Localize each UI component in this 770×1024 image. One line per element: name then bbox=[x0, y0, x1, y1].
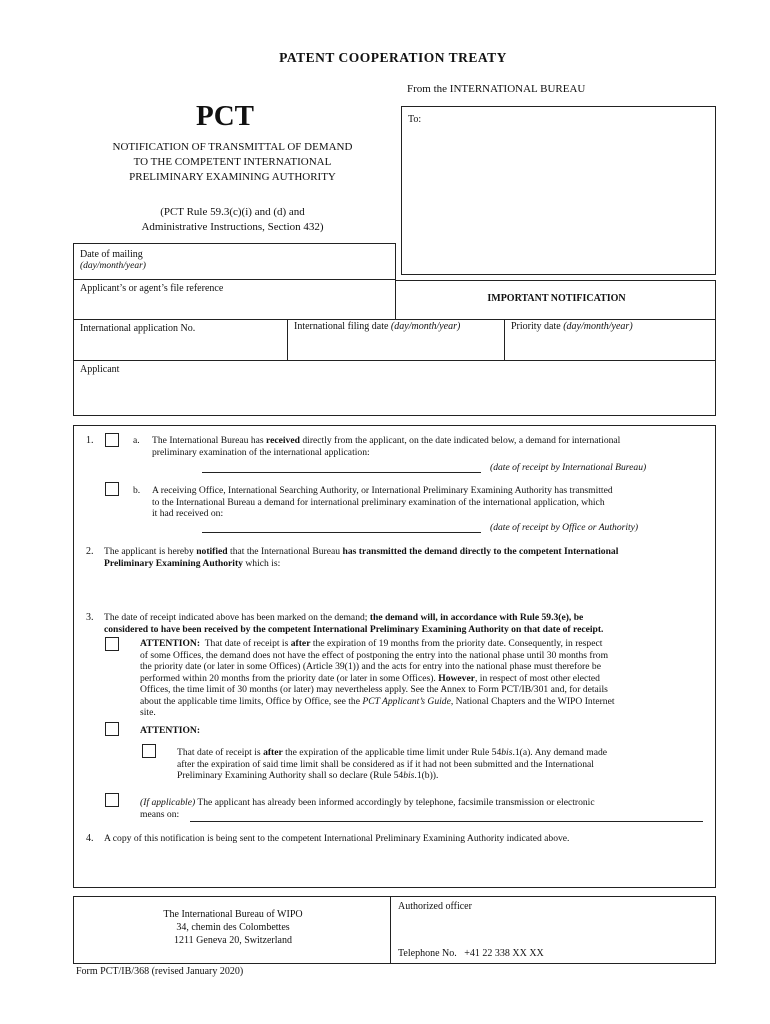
item-2-part: that the International Bureau bbox=[230, 546, 341, 557]
priority-date-format: (day/month/year) bbox=[563, 321, 633, 332]
item-1a-part: directly from the applicant, on the date indicated below, a demand for international bbox=[302, 435, 621, 446]
item-3-number: 3. bbox=[86, 612, 94, 623]
item-4-text: A copy of this notification is being sent to the competent International Preliminary Examining Authority indicated above. bbox=[104, 833, 570, 844]
item-1b-date-text: (date of receipt by Office or Authority) bbox=[490, 522, 639, 533]
to-label: To: bbox=[408, 114, 422, 125]
item-1a-date-text: (date of receipt by International Bureau) bbox=[490, 462, 647, 473]
application-number-box[interactable] bbox=[73, 319, 288, 361]
important-notification-box bbox=[395, 280, 716, 320]
item-2-bold: notified bbox=[196, 546, 228, 557]
item-1b-letter: b. bbox=[133, 485, 141, 496]
item-1a-bold: received bbox=[266, 435, 300, 446]
item-1a-date-line[interactable] bbox=[202, 472, 481, 473]
attention-2-part: Preliminary Examining Authority shall so declare (Rule 54 bbox=[177, 770, 404, 781]
item-2-part: which is: bbox=[245, 557, 281, 569]
rule-reference bbox=[60, 205, 405, 235]
priority-date-text: Priority date bbox=[511, 321, 561, 332]
filing-date-format: (day/month/year) bbox=[390, 321, 461, 332]
wipo-address-line: 1211 Geneva 20, Switzerland bbox=[174, 935, 292, 946]
from-line: From the INTERNATIONAL BUREAU bbox=[407, 83, 586, 95]
attention-line: Offices, the time limit of 30 months (or later) may nevertheless apply. See the Annex to Form PCT/IB/301 and, for details bbox=[140, 684, 608, 695]
attention-part: , National Chapters and the WIPO Internet bbox=[450, 695, 615, 707]
addressee-box[interactable] bbox=[401, 106, 716, 275]
telephone-number: +41 22 338 XX XX bbox=[464, 948, 544, 959]
file-reference-box[interactable] bbox=[73, 279, 396, 320]
attention-2-part: .1(a). Any demand made bbox=[512, 747, 608, 758]
treaty-title: PATENT COOPERATION TREATY bbox=[279, 50, 507, 65]
if-applicable-line: means on: bbox=[140, 808, 180, 820]
attention-2-italic: bis bbox=[501, 747, 513, 758]
attention-part: performed within 20 months from the priority date (or later in some Offices). bbox=[140, 672, 436, 684]
attention-line: of some Offices, the demand does not have the effect of postponing the entry into the national phase until 30 months from bbox=[140, 649, 609, 661]
notification-body-box bbox=[73, 425, 716, 888]
item-2-bold: has transmitted the demand directly to the competent International bbox=[342, 546, 619, 557]
telephone-line bbox=[398, 948, 544, 959]
wipo-address-line: The International Bureau of WIPO bbox=[163, 909, 303, 920]
priority-date-label bbox=[511, 321, 633, 332]
item-1a-text bbox=[152, 435, 704, 458]
wipo-address-box bbox=[73, 896, 391, 964]
attention-2-bold: after bbox=[263, 747, 283, 758]
item-4-number: 4. bbox=[86, 833, 94, 844]
item-1a-date-caption bbox=[490, 462, 646, 473]
item-1-number: 1. bbox=[86, 435, 94, 446]
attention-time-limit-text bbox=[177, 747, 703, 782]
notice-title-line: TO THE COMPETENT INTERNATIONAL bbox=[133, 156, 332, 168]
notice-title-line: NOTIFICATION OF TRANSMITTAL OF DEMAND bbox=[112, 141, 353, 153]
item-1b-date-line[interactable] bbox=[202, 532, 481, 533]
filing-date-text: International filing date bbox=[294, 321, 389, 332]
applicant-label: Applicant bbox=[80, 364, 120, 375]
if-applicable-part: The applicant has already been informed accordingly by telephone, facsimile transmission or electronic bbox=[197, 797, 595, 808]
item-1a-checkbox[interactable] bbox=[105, 433, 119, 447]
item-3-bold: the demand will, in accordance with Rule 59.3(e), be bbox=[369, 612, 584, 623]
authorized-officer-label: Authorized officer bbox=[398, 901, 472, 912]
item-1a-line: preliminary examination of the international application: bbox=[152, 446, 370, 458]
wipo-address-line: 34, chemin des Colombettes bbox=[176, 922, 290, 933]
if-applicable-text bbox=[140, 797, 703, 820]
item-3-part: The date of receipt indicated above has been marked on the demand; bbox=[104, 612, 368, 623]
date-of-mailing-box[interactable] bbox=[73, 243, 396, 280]
attention-bold: However bbox=[438, 672, 475, 684]
item-1b-date-caption bbox=[490, 522, 638, 533]
item-3-text bbox=[104, 612, 704, 635]
item-3-bold: considered to have been received by the competent International Preliminary Examining Authority on that date of receipt. bbox=[104, 623, 604, 635]
attention-italic: PCT Applicant’s Guide bbox=[362, 695, 451, 707]
important-notification-label: IMPORTANT NOTIFICATION bbox=[487, 293, 626, 304]
item-2-bold: Preliminary Examining Authority bbox=[104, 557, 243, 569]
date-of-mailing-label: Date of mailing bbox=[80, 249, 143, 260]
attention-19-months-checkbox[interactable] bbox=[105, 637, 119, 651]
attention-part: about the applicable time limits, Office by Office, see the bbox=[140, 695, 360, 707]
telephone-label: Telephone No. bbox=[398, 948, 457, 959]
attention-time-limit-checkbox[interactable] bbox=[105, 722, 119, 736]
attention-part: , in respect of most other elected bbox=[475, 672, 600, 684]
attention-2-part: That date of receipt is bbox=[177, 747, 261, 758]
attention-part: That date of receipt is bbox=[204, 638, 289, 649]
application-number-label: International application No. bbox=[80, 323, 196, 334]
item-1b-text bbox=[152, 485, 704, 520]
form-identifier: Form PCT/IB/368 (revised January 2020) bbox=[76, 966, 244, 977]
wipo-address bbox=[74, 908, 392, 947]
attention-2-bold: ATTENTION: bbox=[140, 725, 201, 736]
attention-2-part: .1(b)). bbox=[414, 770, 439, 781]
attention-line: site. bbox=[140, 707, 156, 718]
attention-19-months-text bbox=[140, 638, 703, 719]
if-applicable-means-line[interactable] bbox=[190, 821, 703, 822]
rule-line: (PCT Rule 59.3(c)(i) and (d) and bbox=[160, 206, 305, 218]
authorized-officer-box[interactable] bbox=[390, 896, 716, 964]
item-1a-letter: a. bbox=[133, 435, 140, 446]
if-applicable-italic: (If applicable) bbox=[140, 797, 196, 808]
attention-2-part: the expiration of the applicable time limit under Rule 54 bbox=[285, 747, 502, 758]
filing-date-label bbox=[294, 321, 460, 332]
rule-line: Administrative Instructions, Section 432) bbox=[141, 221, 324, 233]
attention-bold: after bbox=[290, 638, 311, 649]
attention-part: the expiration of 19 months from the priority date. Consequently, in respect bbox=[312, 638, 603, 649]
date-format-text: (day/month/year) bbox=[80, 261, 146, 271]
notice-title-line: PRELIMINARY EXAMINING AUTHORITY bbox=[129, 171, 336, 183]
item-1b-checkbox[interactable] bbox=[105, 482, 119, 496]
pct-heading: PCT bbox=[196, 100, 254, 132]
item-1b-line: A receiving Office, International Searching Authority, or International Preliminary Examining Authority has transmitted bbox=[152, 485, 613, 496]
attention-2-line: after the expiration of said time limit shall be considered as if it had not been submitted and the International bbox=[177, 758, 594, 770]
date-format-label bbox=[80, 261, 146, 271]
item-1b-line: it had received on: bbox=[152, 508, 224, 519]
attention-label: ATTENTION: bbox=[140, 638, 201, 649]
attention-after-limit-checkbox[interactable] bbox=[142, 744, 156, 758]
attention-2-italic: bis bbox=[403, 770, 415, 781]
filing-date-box[interactable] bbox=[287, 319, 505, 361]
item-1a-part: The International Bureau has bbox=[152, 435, 264, 446]
item-2-text bbox=[104, 546, 704, 569]
item-2-number: 2. bbox=[86, 546, 94, 557]
item-1b-line: to the International Bureau a demand for international preliminary examination of the international application, which bbox=[152, 496, 605, 508]
notice-title bbox=[60, 140, 405, 185]
item-2-part: The applicant is hereby bbox=[104, 546, 194, 557]
if-applicable-checkbox[interactable] bbox=[105, 793, 119, 807]
attention-2-label bbox=[140, 725, 200, 736]
applicant-box[interactable] bbox=[73, 360, 716, 416]
attention-line: the priority date (or later in some Offices) (Article 39(1)) and the acts for entry into the national phase must therefore be bbox=[140, 661, 601, 672]
priority-date-box[interactable] bbox=[504, 319, 716, 361]
file-reference-label: Applicant’s or agent’s file reference bbox=[80, 283, 224, 294]
